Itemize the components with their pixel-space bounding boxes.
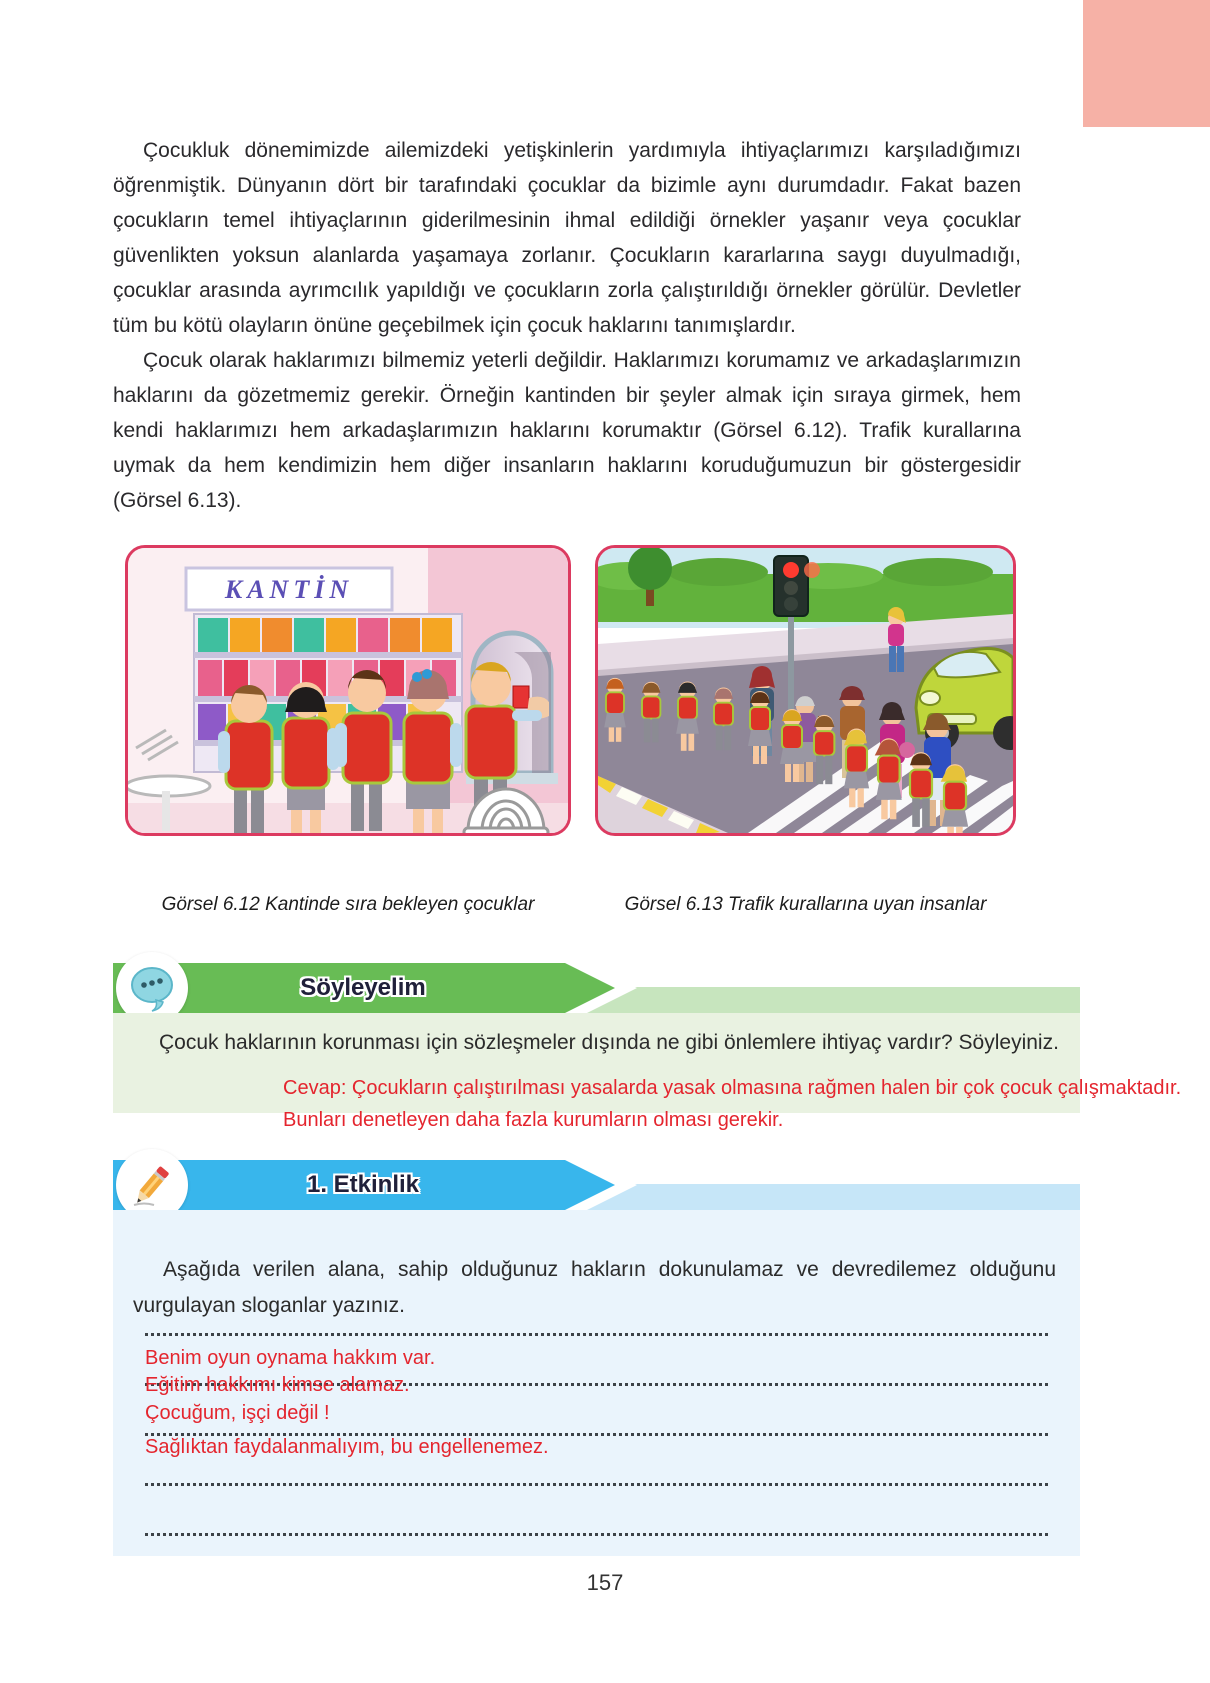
- traffic-illustration: [598, 548, 1013, 833]
- page-corner-decoration: [1083, 0, 1210, 127]
- slogan-handwriting-3: Çocuğum, işçi değil !: [145, 1402, 330, 1424]
- canteen-illustration: [128, 548, 568, 833]
- slogan-handwriting-2: Eğitim hakkımı kimse alamaz.: [145, 1374, 410, 1396]
- canteen-sign-text: KANTİN: [224, 575, 354, 604]
- activity-section-title: 1. Etkinlik: [306, 1171, 420, 1198]
- answer-line-2: Bunları denetleyen daha fazla kurumların olması gerekir.: [283, 1109, 784, 1131]
- writing-line: [145, 1333, 1048, 1336]
- speak-section-title: Söyleyelim: [300, 974, 426, 1001]
- writing-line: [145, 1533, 1048, 1536]
- writing-line: [145, 1483, 1048, 1486]
- speak-question: Çocuk haklarının korunması için sözleşmeler dışında ne gibi önlemlere ihtiyaç vardır? Söyleyiniz.: [159, 1031, 1059, 1054]
- activity-section-banner: [113, 1160, 1080, 1210]
- body-paragraph-1: Çocukluk dönemimizde ailemizdeki yetişkinlerin yardımıyla ihtiyaçlarımızı karşıladığımızı öğrenmiştik. Dünyanın dört bir tarafındaki çocuklar da bizimle aynı durumdadır. Fakat bazen çocukların temel ihtiyaçlarının giderilmesinin ihmal edildiği örnekler yaşanır veya çocuklar güvenlikten yoksun alanlarda yaşamaya zorlanır. Çocukların kararlarına saygı duyulmadığı, çocuklar arasında ayrımcılık yapıldığı ve çocukların zorla çalıştırıldığı örnekler görülür. Devletler tüm bu kötü olayların önüne geçebilmek için çocuk haklarını tanımışlardır.: [113, 139, 1021, 337]
- figure-caption-1: Görsel 6.12 Kantinde sıra bekleyen çocuklar: [161, 894, 535, 915]
- body-paragraph-2: Çocuk olarak haklarımızı bilmemiz yeterli değildir. Haklarımızı korumamız ve arkadaşlarımızın haklarını da gözetmemiz gerekir. Örneğin kantinden bir şeyler almak için sıraya girmek, hem kendi haklarımızı hem arkadaşlarımızın haklarını korumaktır (Görsel 6.12). Trafik kurallarına uymak da hem kendimizin hem diğer insanların haklarını koruduğumuzun bir göstergesidir (Görsel 6.13).: [113, 349, 1021, 512]
- figure-traffic-image: [595, 545, 1016, 836]
- speak-section-banner: [113, 963, 1080, 1013]
- slogan-handwriting-1: Benim oyun oynama hakkım var.: [145, 1347, 436, 1369]
- figure-caption-2: Görsel 6.13 Trafik kurallarına uyan insanlar: [624, 894, 987, 915]
- activity-instruction: Aşağıda verilen alana, sahip olduğunuz hakların dokunulamaz ve devredilemez olduğunu vurgulayan sloganlar yazınız.: [133, 1258, 1056, 1317]
- answer-line-1: Cevap: Çocukların çalıştırılması yasalarda yasak olmasına rağmen halen bir çok çocuk çalışmaktadır.: [283, 1077, 1182, 1099]
- page-number: 157: [586, 1570, 624, 1595]
- figure-canteen-image: [125, 545, 571, 836]
- speak-answer-handwriting: [283, 1072, 1181, 1136]
- slogan-handwriting-4: Sağlıktan faydalanmalıyım, bu engellenemez.: [145, 1436, 549, 1458]
- body-text: [113, 133, 1021, 518]
